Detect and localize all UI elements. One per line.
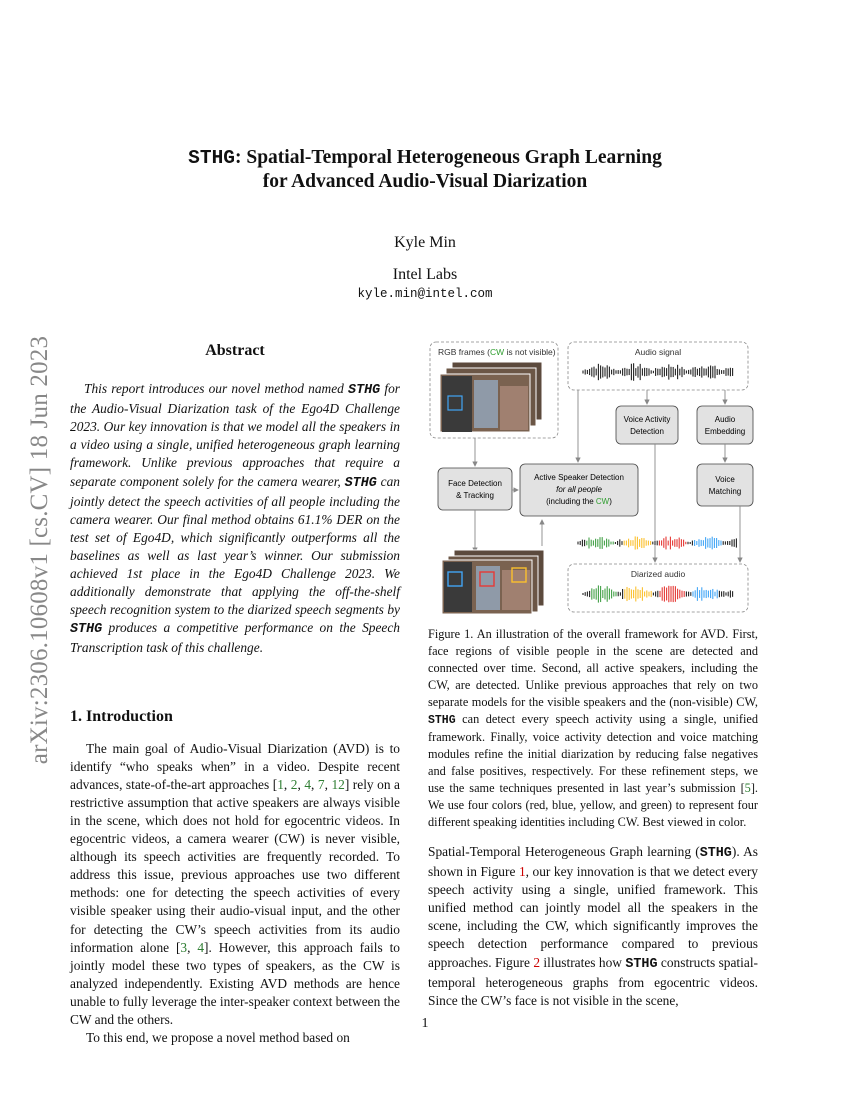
abstract-text: This report introduces our novel method named STHG for the Audio-Visual Diarization task of the Ego4D Challenge 2023. Our key innovation is that we model all the speakers in a video using a single, unified heterogeneous graph learning framework. Unlike previous approaches that require a separate component solely for the camera wearer, STHG can jointly detect the speech activities of all people including the camera wearer. Our final method obtains 61.1% DER on the test set of Ego4D, which significantly outperforms all the baselines as well as last year’s winner. Our submission achieved 1st place in the Ego4D Challenge 2023. We additionally demonstrate that applying the off-the-shelf speech recognition system to the diarized speech segments by STHG produces a competitive performance on the Speech Transcription task of this challenge. xyxy=(70,381,401,656)
intro-paragraph-2: To this end, we propose a novel method based on xyxy=(86,1030,350,1046)
citation-link[interactable]: 3 xyxy=(180,939,188,955)
title-block xyxy=(0,146,850,301)
citation-link[interactable]: 12 xyxy=(331,776,345,792)
author-name: Kyle Min xyxy=(394,234,456,251)
svg-text:Matching: Matching xyxy=(708,487,742,496)
svg-text:Detection: Detection xyxy=(630,427,664,436)
diarized-audio-waveform xyxy=(583,585,733,602)
rgb-frames-label: RGB frames (CW is not visible) xyxy=(438,347,556,357)
title-rest: : Spatial-Temporal Heterogeneous Graph Learning xyxy=(234,147,662,168)
tracked-frames-stack xyxy=(442,550,544,614)
voice-matching-box xyxy=(697,464,753,506)
diarized-audio-label: Diarized audio xyxy=(630,569,686,579)
svg-text:Voice: Voice xyxy=(715,475,735,484)
left-column xyxy=(70,342,400,1047)
figure-1-caption: Figure 1. An illustration of the overall framework for AVD. First, face regions of visible people in the scene are detected and connected over time. Second, all active speakers, including the CW, are detected. Unlike previous approaches that rely on two separate models for the visible speakers and the (non-visible) CW, STHG can detect every speech activity using a single, unified framework. Finally, voice activity detection and voice matching modules refine the initial diarization by reducing false negatives and false positives, respectively. For these refinement steps, we use the same techniques presented in last year’s submission [5]. We use four colors (red, blue, yellow, and green) to represent four different speaking identities including CW. Best viewed in color. xyxy=(428,627,758,829)
affiliation: Intel Labs xyxy=(392,266,458,283)
initial-diarization-waveform xyxy=(578,536,736,549)
audio-waveform xyxy=(583,363,733,380)
citation-link[interactable]: 4 xyxy=(197,939,205,955)
svg-text:Audio: Audio xyxy=(714,415,736,424)
arxiv-id: arXiv:2306.10608v1 [cs.CV] 18 Jun 2023 xyxy=(26,335,53,765)
svg-text:(including the CW): (including the CW) xyxy=(546,497,612,506)
citation-link[interactable]: 7 xyxy=(317,776,325,792)
video-frames-stack xyxy=(440,362,542,432)
figure-1-framework-diagram xyxy=(428,340,758,615)
abstract-heading: Abstract xyxy=(205,342,265,359)
svg-text:& Tracking: & Tracking xyxy=(456,491,494,500)
face-detection-box xyxy=(438,468,512,510)
intro-paragraph-1: The main goal of Audio-Visual Diarization (AVD) is to identify “who speaks when” in a video. Despite recent advances, state-of-the-art approaches [1, 2, 4, 7, 12] rely on a restrictive assumption that active speakers are always visible in the scene, which does not hold for egocentric videos. In egocentric videos, a camera wearer (CW) is never visible, although its speech activities are frequently recorded. To address this issue, previous approaches use two different methods: one for detecting the speech activities of every visible speaker using their audio-visual input, and the other for detecting the CW’s speech activities from its audio information alone [3, 4]. However, this approach fails to jointly model these two types of speakers, as the CW is analyzed independently. Existing AVD methods are hence unable to fully leverage the inter-speaker context between the CW and the others. xyxy=(70,740,400,1027)
author-email[interactable]: kyle.min@intel.com xyxy=(357,287,493,301)
figure-ref-link[interactable]: 2 xyxy=(533,954,541,970)
title-acronym: STHG xyxy=(188,147,235,169)
citation-link[interactable]: 4 xyxy=(304,776,312,792)
figure-ref-link[interactable]: 1 xyxy=(518,864,526,880)
citation-link[interactable]: 1 xyxy=(277,776,284,792)
svg-text:Voice Activity: Voice Activity xyxy=(623,415,671,424)
citation-link[interactable]: 5 xyxy=(744,781,751,796)
citation-link[interactable]: 2 xyxy=(290,776,298,792)
right-paragraph: Spatial-Temporal Heterogeneous Graph learning (STHG). As shown in Figure 1, our key innovation is that we detect every speech activity using a single, unified framework. This unified method can jointly model all the speakers in the scene, including the CW, which significantly improves the speech detection performance compared to previous approaches. Figure 2 illustrates how STHG constructs spatial-temporal heterogeneous graphs from egocentric videos. Since the CW’s face is not visible in the scene, xyxy=(428,844,759,1008)
paper-title-line1 xyxy=(0,146,850,170)
page-number: 1 xyxy=(421,1016,429,1031)
svg-text:Face Detection: Face Detection xyxy=(448,479,502,488)
paper-title-line2: for Advanced Audio-Visual Diarization xyxy=(262,171,588,192)
svg-text:Active Speaker Detection: Active Speaker Detection xyxy=(534,473,624,482)
audio-embedding-box xyxy=(697,406,753,444)
svg-text:for all people: for all people xyxy=(556,485,602,494)
audio-signal-label: Audio signal xyxy=(634,347,682,357)
right-column-body xyxy=(428,843,758,1010)
svg-text:Embedding: Embedding xyxy=(704,427,746,436)
section-heading-introduction: 1. Introduction xyxy=(70,707,173,725)
voice-activity-detection-box xyxy=(616,406,678,444)
